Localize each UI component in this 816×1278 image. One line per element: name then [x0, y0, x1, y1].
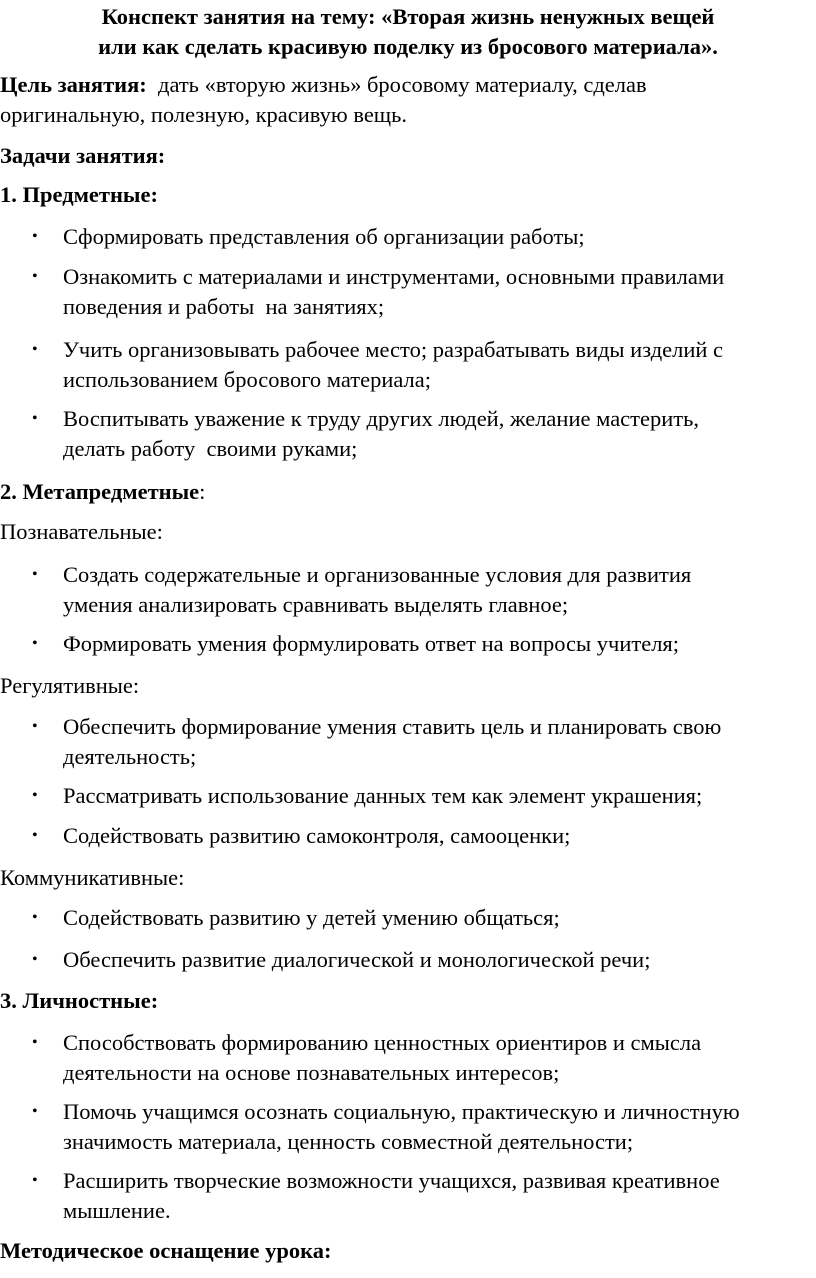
title-line: Конспект занятия на тему: «Вторая жизнь ненужных вещей	[101, 4, 715, 29]
list-item-line: Ознакомить с материалами и инструментами, основными правилами	[63, 264, 725, 289]
regulatory-label: Регулятивные:	[0, 673, 140, 698]
list-item-text	[63, 335, 723, 395]
tasks-heading: Задачи занятия:	[0, 143, 166, 168]
bullet-icon: •	[32, 566, 38, 583]
list-item-text	[63, 1097, 740, 1157]
list-item-line: Способствовать формированию ценностных ориентиров и смысла	[63, 1030, 702, 1055]
list-item-line: Создать содержательные и организованные условия для развития	[63, 562, 692, 587]
bullet-icon: •	[32, 268, 38, 285]
list-item-text	[63, 222, 585, 252]
list-item-line: Рассматривать использование данных тем как элемент украшения;	[63, 783, 703, 808]
list-item-line: Содействовать развитию у детей умению общаться;	[63, 905, 560, 930]
list-item-line: Сформировать представления об организации работы;	[63, 224, 585, 249]
document-title	[0, 2, 816, 62]
goal-text: дать «вторую жизнь» бросовому материалу, сделав	[146, 72, 647, 97]
list-item-line: использованием бросового материала;	[63, 367, 432, 392]
list-item-line: Расширить творческие возможности учащихся, развивая креативное	[63, 1168, 720, 1193]
meta-heading-colon: :	[199, 479, 206, 504]
bullet-icon: •	[32, 1103, 38, 1120]
goal-text: оригинальную, полезную, красивую вещь.	[0, 102, 408, 127]
bullet-icon: •	[32, 909, 38, 926]
list-item-line: умения анализировать сравнивать выделять главное;	[63, 592, 569, 617]
communicative-label: Коммуникативные:	[0, 865, 185, 890]
list-item-line: Воспитывать уважение к труду других людей, желание мастерить,	[63, 406, 699, 431]
bullet-icon: •	[32, 635, 38, 652]
list-item-text	[63, 1028, 701, 1088]
list-item-line: делать работу своими руками;	[63, 436, 358, 461]
bullet-icon: •	[32, 410, 38, 427]
goal-paragraph	[0, 70, 647, 130]
meta-heading	[0, 477, 205, 507]
list-item-line: Помочь учащимся осознать социальную, практическую и личностную	[63, 1099, 740, 1124]
bullet-icon: •	[32, 718, 38, 735]
bullet-icon: •	[32, 1172, 38, 1189]
bullet-icon: •	[32, 827, 38, 844]
bullet-icon: •	[32, 1034, 38, 1051]
list-item-line: деятельность;	[63, 744, 197, 769]
meta-heading-text: 2. Метапредметные	[0, 479, 200, 504]
title-line: или как сделать красивую поделку из бросового материала».	[98, 34, 718, 59]
list-item-line: Содействовать развитию самоконтроля, самооценки;	[63, 823, 571, 848]
bullet-icon: •	[32, 341, 38, 358]
personal-heading: 3. Личностные:	[0, 988, 159, 1013]
cognitive-label: Познавательные:	[0, 519, 163, 544]
list-item-text	[63, 629, 679, 659]
list-item-line: деятельности на основе познавательных интересов;	[63, 1060, 560, 1085]
subject-heading: 1. Предметные:	[0, 182, 158, 207]
list-item-text	[63, 262, 724, 322]
list-item-line: Обеспечить развитие диалогической и монологической речи;	[63, 947, 651, 972]
list-item-line: Формировать умения формулировать ответ на вопросы учителя;	[63, 631, 680, 656]
list-item-text	[63, 1166, 720, 1226]
list-item-text	[63, 903, 560, 933]
list-item-text	[63, 945, 650, 975]
list-item-line: поведения и работы на занятиях;	[63, 294, 385, 319]
bullet-icon: •	[32, 787, 38, 804]
list-item-text	[63, 781, 702, 811]
list-item-text	[63, 560, 691, 620]
list-item-line: Учить организовывать рабочее место; разрабатывать виды изделий с	[63, 337, 724, 362]
list-item-text	[63, 404, 699, 464]
list-item-line: Обеспечить формирование умения ставить цель и планировать свою	[63, 714, 722, 739]
list-item-text	[63, 821, 570, 851]
goal-label: Цель занятия:	[0, 72, 147, 97]
list-item-line: мышление.	[63, 1198, 171, 1223]
bullet-icon: •	[32, 228, 38, 245]
list-item-text	[63, 712, 721, 772]
list-item-line: значимость материала, ценность совместной деятельности;	[63, 1129, 634, 1154]
methods-heading: Методическое оснащение урока:	[0, 1238, 332, 1263]
bullet-icon: •	[32, 951, 38, 968]
